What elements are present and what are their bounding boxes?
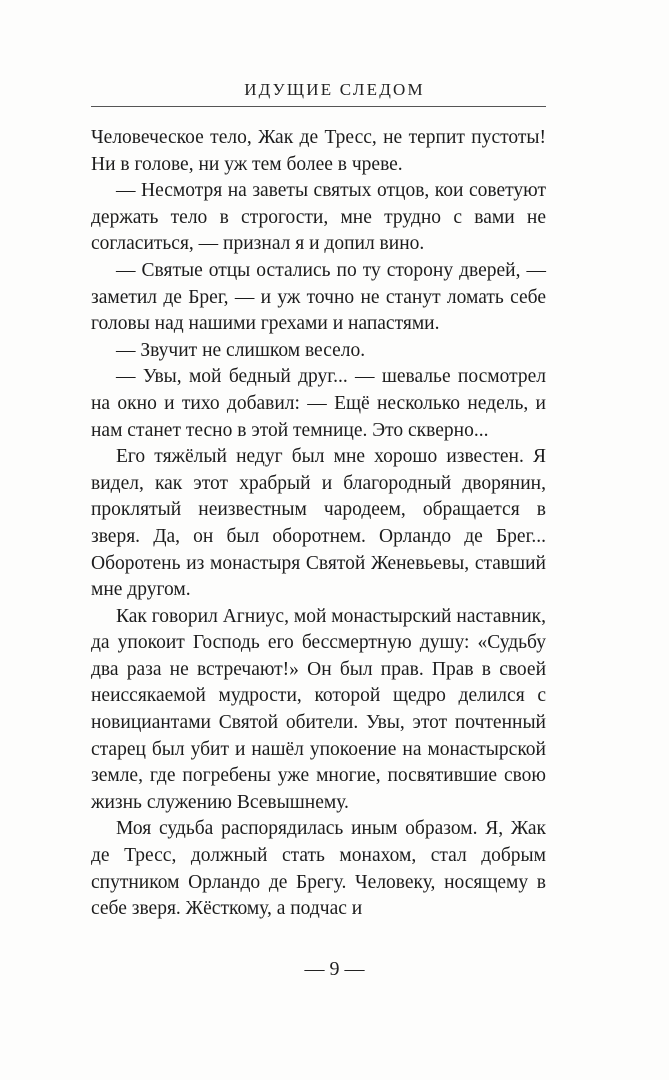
page-number: — 9 —: [304, 958, 365, 980]
paragraph: Человеческое тело, Жак де Тресс, не терпит пустоты! Ни в голове, ни уж тем более в чреве.: [91, 127, 546, 175]
paragraph: — Святые отцы остались по ту сторону дверей, — заметил де Брег, — и уж точно не станут ломать себе головы над нашими грехами и напастями.: [91, 259, 546, 335]
paragraph: Моя судьба распорядилась иным образом. Я, Жак де Тресс, должный стать монахом, стал добрым спутником Орландо де Брегу. Человеку, носящему в себе зверя. Жёсткому, а подчас и: [91, 818, 546, 920]
paragraph: Как говорил Агниус, мой монастырский наставник, да упокоит Господь его бессмертную душу: «Судьбу два раза не встречают!» Он был прав. Прав в своей неиссякаемой мудрости, которой щедро делился с новициантами Святой обители. Увы, этот почтенный старец был убит и нашёл упокоение на монастырской земле, где погребены уже многие, посвятившие свою жизнь служению Всевышнему.: [91, 605, 546, 813]
paragraph: — Звучит не слишком весело.: [116, 339, 366, 361]
paragraph: — Несмотря на заветы святых отцов, кои советуют держать тело в строгости, мне трудно с вами не согласиться, — признал я и допил вино.: [91, 180, 546, 255]
body-text: [91, 125, 546, 923]
paragraph: Его тяжёлый недуг был мне хорошо известен. Я видел, как этот храбрый и благородный дворянин, проклятый неизвестным чародеем, обращается в зверя. Да, он был оборотнем. Орландо де Брег... Оборотень из монастыря Святой Женевьевы, ставший мне другом.: [91, 446, 546, 601]
running-head: ИДУЩИЕ СЛЕДОМ: [244, 80, 425, 99]
header-rule: [91, 106, 546, 107]
paragraph: — Увы, мой бедный друг... — шевалье посмотрел на окно и тихо добавил: — Ещё несколько недель, и нам станет тесно в этой темнице. Это скверно...: [91, 366, 546, 441]
